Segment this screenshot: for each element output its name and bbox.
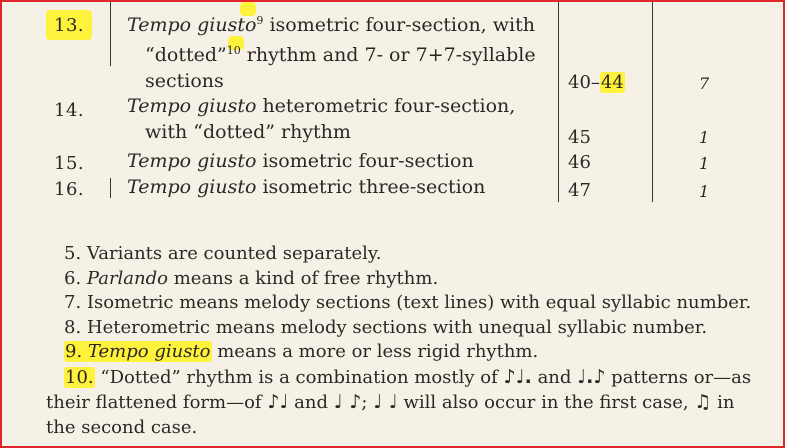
- footnote-5-text: 5. Variants are counted separately.: [64, 243, 382, 264]
- row-description-13: Tempo giusto$^9$ isometric four-section, with “dotted”$^{10}$ rhythm and 7- or 7+7-syllable sections: [127, 14, 536, 92]
- row-count-16: 1: [699, 182, 710, 201]
- footnote-10-line2: their flattened form—of ♪♩ and ♩ ♪; ♩ ♩ will also occur in the first case, ♫ in: [46, 391, 735, 413]
- row-pages-14: 45: [568, 127, 591, 148]
- row-description-16: Tempo giusto isometric three-section: [127, 176, 486, 198]
- eighth-quarter-notes-icon: ♪♩: [267, 391, 289, 413]
- dotted-quarter-eighth-notes-icon: ♩.♪: [577, 365, 606, 388]
- row-count-15: 1: [699, 154, 710, 173]
- beamed-notes-icon: ♫: [694, 391, 712, 413]
- table-rule-left-lower: [110, 178, 111, 198]
- footnote-10: 10. “Dotted” rhythm is a combination mostly of ♪♩. and ♩.♪ patterns or—as: [65, 365, 752, 388]
- footnote-9: 9. Tempo giusto means a more or less rigid rhythm.: [65, 341, 539, 362]
- row-description-14: Tempo giusto heterometric four-section, with “dotted” rhythm: [127, 95, 516, 143]
- footnote-6: 6. Parlando means a kind of free rhythm.: [64, 267, 439, 289]
- row-number-14: 14.: [54, 100, 85, 121]
- highlight-footnote-9: 9. Tempo giusto: [65, 341, 211, 362]
- table-rule-left: [110, 2, 111, 66]
- footnote-10-line3: the second case.: [46, 416, 198, 438]
- footnote-8: 8. Heterometric means melody sections with unequal syllabic number.: [64, 316, 708, 338]
- row-count-14: 1: [699, 128, 710, 147]
- quarter-eighth-notes-icon: ♩ ♪: [333, 391, 362, 413]
- row-number-16: 16.: [54, 179, 85, 200]
- row-pages-16: 47: [568, 180, 591, 201]
- table-rule-right: [652, 2, 653, 202]
- row-pages-15: 46: [568, 152, 591, 173]
- row-pages-13: 40–44: [568, 72, 624, 93]
- row-number-15: 15.: [54, 153, 85, 174]
- footnote-5: [46, 242, 776, 267]
- eighth-dotted-quarter-notes-icon: ♪♩.: [503, 365, 532, 388]
- footnotes: [46, 242, 776, 440]
- row-number-13: 13.: [54, 15, 85, 36]
- highlight-footnote-10: 10.: [65, 366, 94, 388]
- table-rule-mid: [558, 2, 559, 202]
- footnote-7: 7. Isometric means melody sections (text lines) with equal syllabic number.: [64, 292, 752, 313]
- two-quarter-notes-icon: ♩ ♩: [373, 391, 398, 413]
- row-count-13: 7: [699, 74, 710, 93]
- row-description-15: Tempo giusto isometric four-section: [127, 150, 474, 172]
